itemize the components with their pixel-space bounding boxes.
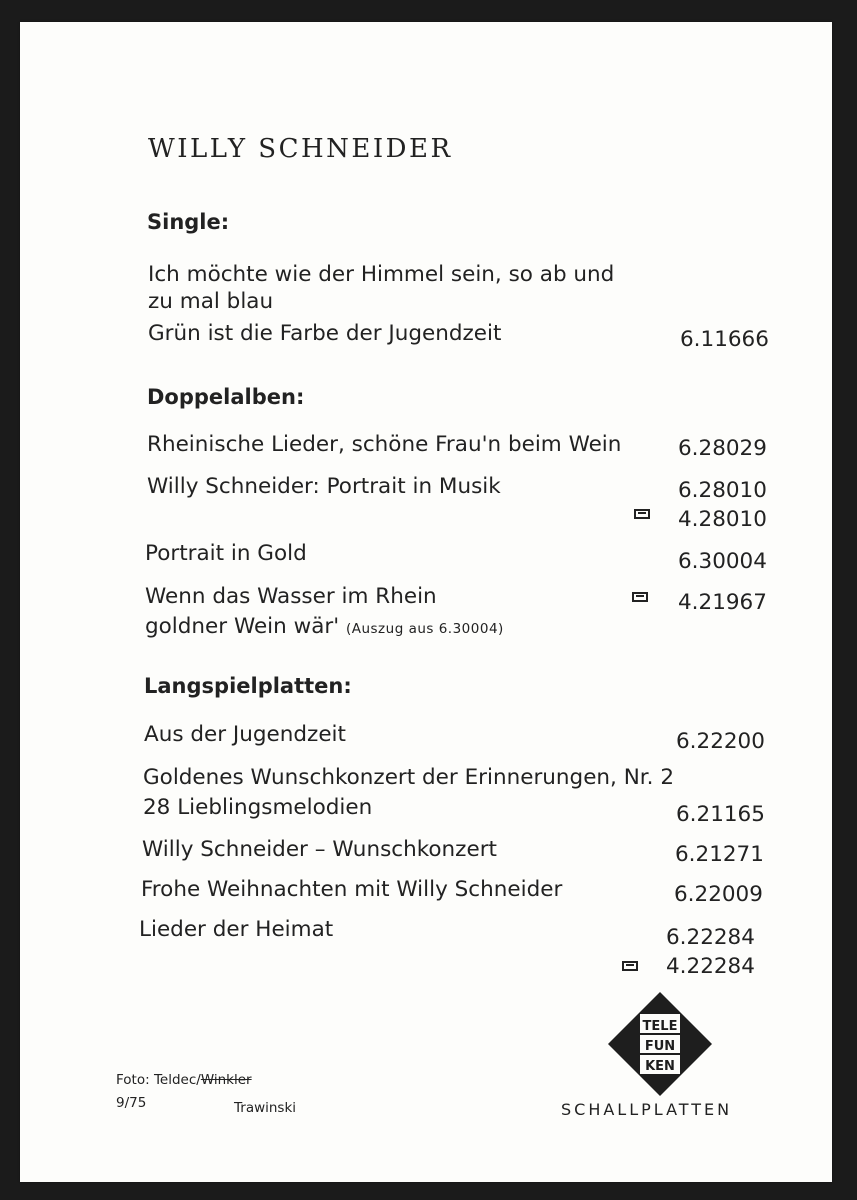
photo-credit <box>116 1072 252 1088</box>
single-title: Grün ist die Farbe der Jugendzeit <box>148 321 502 346</box>
cassette-catalog-number: 4.22284 <box>666 954 755 979</box>
album-title-line2-text: goldner Wein wär' <box>145 614 340 639</box>
lp-title: Lieder der Heimat <box>139 917 334 942</box>
album-title: Willy Schneider: Portrait in Musik <box>147 474 501 499</box>
album-catalog-number: 6.28010 <box>678 478 767 503</box>
single-title-line1: Ich möchte wie der Himmel sein, so ab und <box>148 262 615 287</box>
photo-credit-text: Teldec/ <box>153 1072 201 1088</box>
lp-title: Willy Schneider – Wunschkonzert <box>142 837 497 862</box>
section-heading-doppelalben: Doppelalben: <box>147 385 305 409</box>
album-note: (Auszug aus 6.30004) <box>345 621 504 637</box>
album-title: Rheinische Lieder, schöne Frau'n beim Wein <box>147 432 622 457</box>
lp-catalog-number: 6.22200 <box>676 729 765 754</box>
album-catalog-number: 6.28029 <box>678 436 767 461</box>
brand-label: SCHALLPLATTEN <box>561 1100 733 1119</box>
lp-catalog-number: 6.22009 <box>674 882 763 907</box>
artist-title: WILLY SCHNEIDER <box>148 134 453 164</box>
cassette-icon <box>634 509 650 519</box>
lp-title: Frohe Weihnachten mit Willy Schneider <box>141 877 563 902</box>
lp-catalog-number: 6.22284 <box>666 925 755 950</box>
date-label: 9/75 <box>116 1095 147 1111</box>
cassette-icon <box>622 961 638 971</box>
logo-text-line3: KEN <box>645 1059 675 1074</box>
lp-catalog-number: 6.21271 <box>675 842 764 867</box>
logo-text-line1: TELE <box>642 1019 678 1034</box>
album-title: Portrait in Gold <box>145 541 307 566</box>
logo-text-line2: FUN <box>644 1039 676 1054</box>
album-catalog-number: 6.30004 <box>678 549 767 574</box>
record-catalog-card <box>20 22 832 1182</box>
photo-label: Foto: <box>116 1072 150 1088</box>
cassette-catalog-number: 4.21967 <box>678 590 767 615</box>
album-title-line1: Wenn das Wasser im Rhein <box>145 584 437 609</box>
section-heading-single: Single: <box>147 210 230 234</box>
section-heading-langspielplatten: Langspielplatten: <box>144 674 352 698</box>
lp-title-line1: Goldenes Wunschkonzert der Erinnerungen, Nr. 2 <box>143 765 675 790</box>
replacement-name: Trawinski <box>234 1100 297 1116</box>
lp-catalog-number: 6.21165 <box>676 802 765 827</box>
struck-name: Winkler <box>200 1072 252 1088</box>
telefunken-logo <box>606 990 714 1098</box>
album-title-line2 <box>145 614 504 639</box>
lp-title: Aus der Jugendzeit <box>144 722 346 747</box>
lp-title-line2: 28 Lieblingsmelodien <box>143 795 373 820</box>
cassette-icon <box>632 592 648 602</box>
single-catalog-number: 6.11666 <box>680 327 769 352</box>
single-title-line2: zu mal blau <box>148 289 274 314</box>
cassette-catalog-number: 4.28010 <box>678 507 767 532</box>
